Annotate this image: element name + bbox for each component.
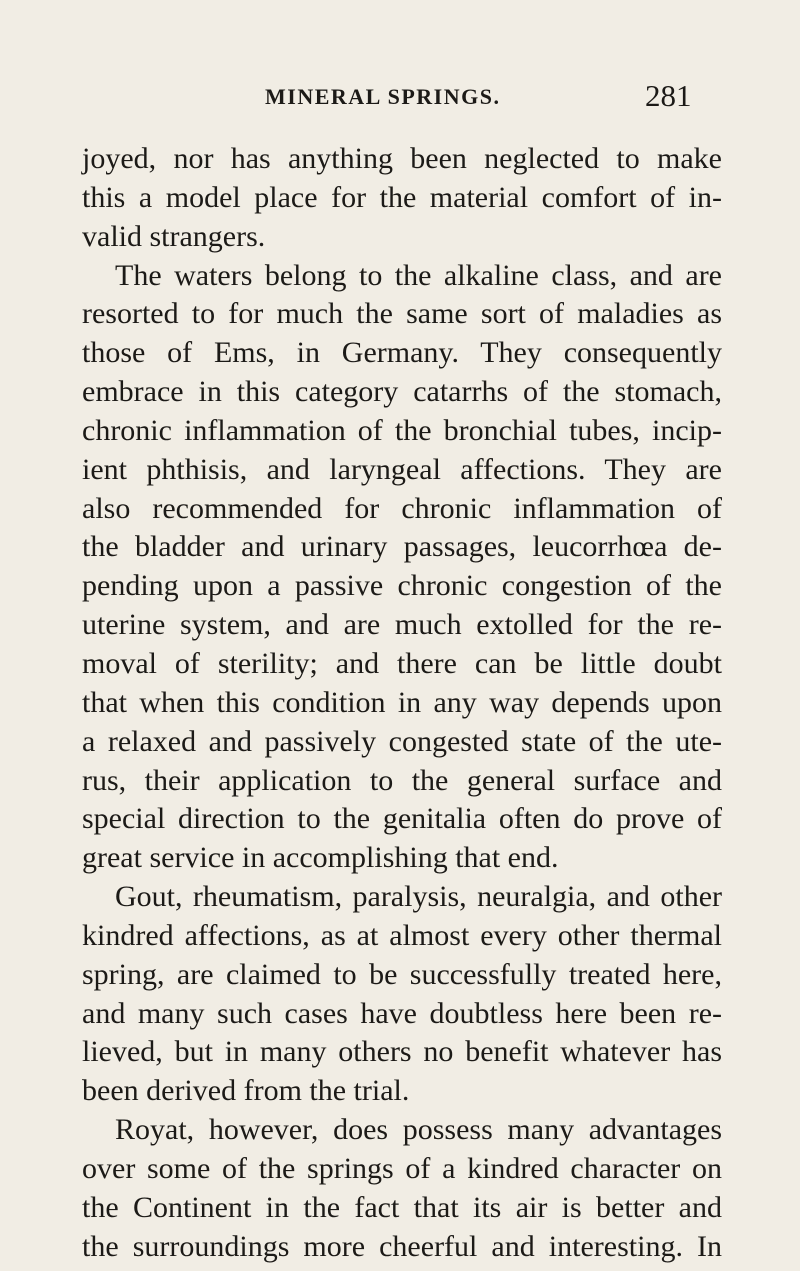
running-head xyxy=(0,78,800,118)
page-number: 281 xyxy=(645,78,692,113)
text-line: the Continent in the fact that its air is better and xyxy=(82,1190,722,1224)
text-line: uterine system, and are much extolled for the re- xyxy=(82,608,722,642)
paragraph-first-line: Gout, rheumatism, paralysis, neuralgia, and other xyxy=(115,880,722,914)
text-line: great service in accomplishing that end. xyxy=(82,841,559,875)
running-title: MINERAL SPRINGS. xyxy=(265,84,501,109)
text-line: special direction to the genitalia often do prove of xyxy=(82,802,722,836)
body-text xyxy=(82,140,722,1266)
text-line: chronic inflammation of the bronchial tubes, incip- xyxy=(82,413,722,447)
text-line: a relaxed and passively congested state of the ute- xyxy=(82,724,722,758)
text-line: this a model place for the material comfort of in- xyxy=(82,180,722,214)
text-line: resorted to for much the same sort of maladies as xyxy=(82,297,722,331)
text-line: kindred affections, as at almost every other thermal xyxy=(82,918,722,952)
text-line: valid strangers. xyxy=(82,219,266,253)
text-line: and many such cases have doubtless here been re- xyxy=(82,996,722,1030)
text-line: been derived from the trial. xyxy=(82,1074,410,1108)
text-line: moval of sterility; and there can be little doubt xyxy=(82,646,722,680)
text-line: that when this condition in any way depends upon xyxy=(82,685,722,719)
text-line: over some of the springs of a kindred character on xyxy=(82,1151,722,1185)
text-line: joyed, nor has anything been neglected to make xyxy=(82,142,722,175)
text-line: the bladder and urinary passages, leucorrhœa de- xyxy=(82,530,722,564)
text-line: also recommended for chronic inflammation of xyxy=(82,491,722,525)
text-line: those of Ems, in Germany. They consequently xyxy=(82,336,722,370)
text-line: the surroundings more cheerful and interesting. In xyxy=(82,1229,722,1263)
paragraph-first-line: The waters belong to the alkaline class, and are xyxy=(115,258,722,292)
text-line: ient phthisis, and laryngeal affections. They are xyxy=(82,452,722,486)
text-line: pending upon a passive chronic congestion of the xyxy=(82,569,722,603)
text-line: rus, their application to the general surface and xyxy=(82,763,722,797)
paragraph-first-line: Royat, however, does possess many advantages xyxy=(115,1113,722,1147)
text-line: spring, are claimed to be successfully treated here, xyxy=(82,957,722,991)
text-line: embrace in this category catarrhs of the stomach, xyxy=(82,375,722,409)
text-line: lieved, but in many others no benefit whatever has xyxy=(82,1035,722,1069)
